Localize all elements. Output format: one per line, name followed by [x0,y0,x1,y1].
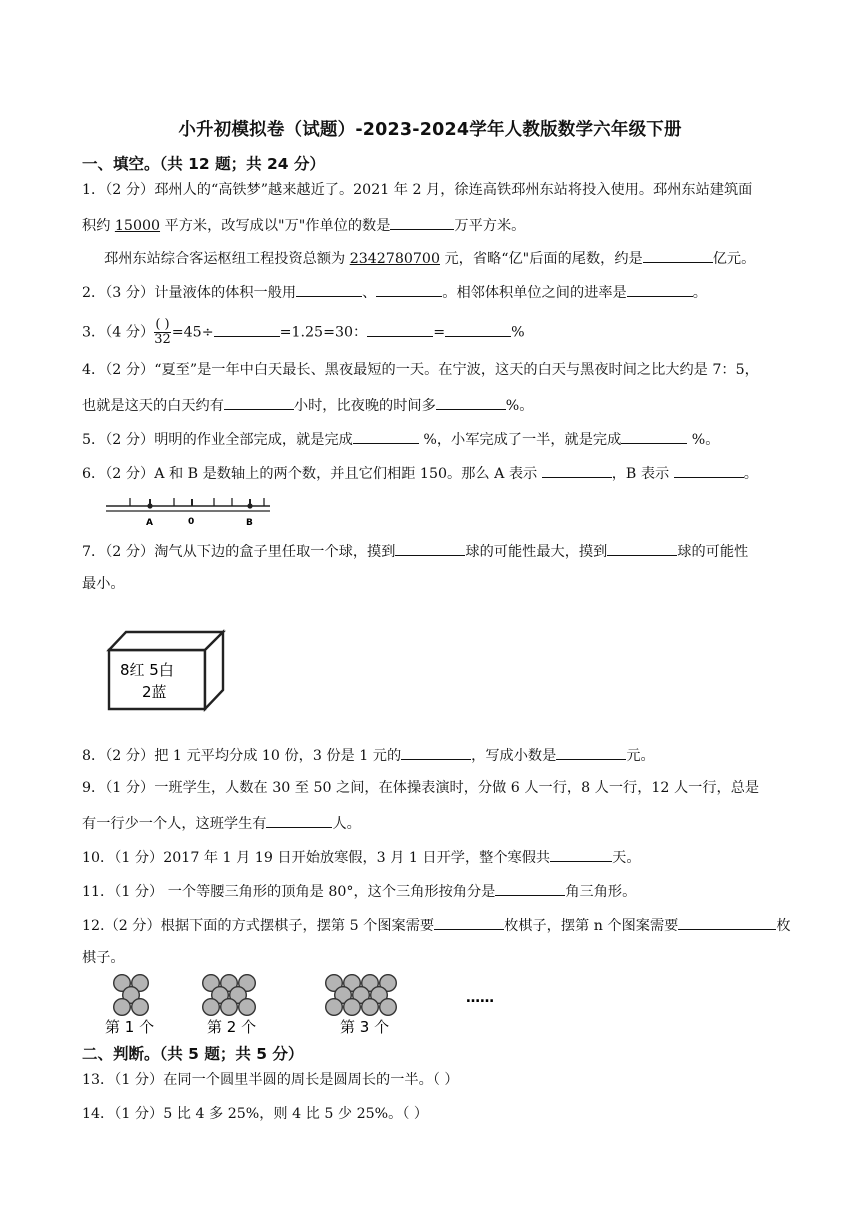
q4-text: 也就是这天的白天约有 [82,398,224,414]
q1-text: 邳州东站综合客运枢纽工程投资总额为 [104,251,350,267]
q2-text: 。 [692,285,707,301]
q2-answer-blank-2[interactable] [376,281,442,297]
q12-text: 12.（2 分）根据下面的方式摆棋子，摆第 5 个图案需要 [82,918,435,934]
q7-text: 球的可能性 [677,544,749,560]
q13-line: 13．（1 分）在同一个圆里半圆的周长是圆周长的一半。（ ） [82,1072,459,1088]
pattern-2 [203,975,256,1016]
q8-answer-blank-2[interactable] [556,744,626,760]
q3-text: =1.25=30： [279,324,368,341]
q7-ball-box [106,628,230,714]
q7-text: 球的可能性最大，摸到 [465,544,608,560]
pattern-3-caption: 第 3 个 [340,1018,390,1036]
q1-answer-blank-2[interactable] [643,247,713,263]
q12-text: 枚棋子，摆第 n 个图案需要 [504,918,679,934]
q1-area-number: 15000 [114,218,161,234]
q9-line-1: 9．（1 分）一班学生，人数在 30 至 50 之间，在体操表演时，分做 6 人一行，8 人一行，12 人一行，总是 [82,780,760,796]
box-top-face [109,632,223,650]
q3-answer-blank-3[interactable] [445,321,511,337]
q3-fraction [154,318,171,347]
q1-text: 亿元。 [712,251,756,267]
q12-answer-blank-2[interactable] [678,914,776,930]
q8-text: 8．（2 分）把 1 元平均分成 10 份，3 份是 1 元的 [82,748,402,764]
pattern-1 [114,975,149,1016]
q6-text: 6．（2 分）A 和 B 是数轴上的两个数，并且它们相距 150。那么 A 表示 [82,466,542,482]
q11-text: 角三角形。 [565,884,637,900]
q1-answer-blank-1[interactable] [390,214,454,230]
q9-line-2 [82,812,361,834]
q11-answer-blank[interactable] [495,880,565,896]
q11-line [82,880,636,902]
q4-line-2 [82,394,533,416]
q8-text: 元。 [626,748,655,764]
q3-text: =45÷ [171,324,214,341]
q5-text: %，小军完成了一半，就是完成 [418,432,622,448]
q7-answer-blank-1[interactable] [395,540,465,556]
q1-line-1: 1．（2 分）邳州人的“高铁梦”越来越近了。2021 年 2 月，徐连高铁邳州东站将投入使用。邳州东站建筑面 [82,182,753,198]
q11-text: 11．（1 分） 一个等腰三角形的顶角是 80°，这个三角形按角分是 [82,884,496,900]
point-a-dot [147,503,152,508]
q2-text: 。相邻体积单位之间的进率是 [442,285,627,301]
pattern-ellipsis: …… [466,990,494,1006]
section-1-heading: 一、填空。（共 12 题；共 24 分） [82,155,325,173]
box-label-line-2: 2蓝 [142,683,167,701]
q6-line [82,462,758,484]
q12-text: 枚 [776,918,791,934]
q5-answer-blank-2[interactable] [621,428,687,444]
q1-text: 元，省略“亿"后面的尾数，约是 [439,251,643,267]
q12-line-2: 棋子。 [82,950,125,966]
q3-fraction-denominator: 32 [154,332,171,347]
q8-answer-blank-1[interactable] [401,744,471,760]
q3-fraction-numerator[interactable]: ( ) [155,317,170,332]
section-2-heading: 二、判断。（共 5 题；共 5 分） [82,1045,304,1063]
q5-text: 5．（2 分）明明的作业全部完成，就是完成 [82,432,353,448]
q4-text: %。 [505,398,534,414]
q7-line-2: 最小。 [82,576,125,592]
q2-answer-blank-3[interactable] [627,281,693,297]
q4-answer-blank-2[interactable] [436,394,506,410]
q2-text: 2．（3 分）计量液体的体积一般用 [82,285,297,301]
q4-answer-blank-1[interactable] [224,394,294,410]
q1-line-2 [82,214,525,236]
q1-line-3 [104,247,755,269]
q3-answer-blank-1[interactable] [214,321,280,337]
q2-answer-blank-1[interactable] [296,281,362,297]
q4-line-1: 4．（2 分）“夏至”是一年中白天最长、黑夜最短的一天。在宁波，这天的白天与黑夜时间之比大约是 7：5， [82,362,759,378]
point-a-label: A [146,518,153,528]
q3-answer-blank-2[interactable] [367,321,433,337]
q9-answer-blank[interactable] [266,812,332,828]
q12-line-1 [82,914,791,936]
page-title: 小升初模拟卷（试题）-2023-2024学年人教版数学六年级下册 [178,120,682,140]
q6-text: 。 [743,466,758,482]
q2-text: 、 [362,285,377,301]
q6-text: ，B 表示 [611,466,674,482]
q7-text: 7．（2 分）淘气从下边的盒子里任取一个球，摸到 [82,544,396,560]
q5-text: %。 [687,432,720,448]
q6-answer-blank-2[interactable] [674,462,744,478]
q10-text: 10．（1 分）2017 年 1 月 19 日开始放寒假，3 月 1 日开学，整个寒假共 [82,850,551,866]
q3-text: = [433,324,446,341]
pattern-1-caption: 第 1 个 [105,1018,155,1036]
q12-answer-blank-1[interactable] [434,914,504,930]
q9-text: 有一行少一个人，这班学生有 [82,816,267,832]
q4-text: 小时，比夜晚的时间多 [293,398,436,414]
q3-text: 3．（4 分） [82,324,155,341]
point-b-dot [247,503,252,508]
box-label-line-1: 8红 5白 [120,661,174,679]
q1-text: 万平方米。 [454,218,526,234]
q10-text: 天。 [612,850,641,866]
pattern-3 [326,975,397,1016]
q3-line [82,318,525,347]
q3-text: % [511,324,525,341]
q5-answer-blank-1[interactable] [353,428,419,444]
q7-line-1 [82,540,748,562]
pattern-2-caption: 第 2 个 [207,1018,257,1036]
origin-label: 0 [188,517,195,527]
q2-line [82,281,707,303]
q1-investment-number: 2342780700 [349,251,440,267]
q8-line [82,744,655,766]
q7-answer-blank-2[interactable] [607,540,677,556]
q1-text: 平方米，改写成以"万"作单位的数是 [160,218,391,234]
q10-answer-blank[interactable] [550,846,612,862]
q6-answer-blank-1[interactable] [542,462,612,478]
q14-line: 14．（1 分）5 比 4 多 25%，则 4 比 5 少 25%。（ ） [82,1106,429,1122]
q8-text: ，写成小数是 [471,748,557,764]
q5-line [82,428,719,450]
point-b-label: B [246,518,253,528]
q1-text: 积约 [82,218,115,234]
q6-number-line [104,494,274,530]
q9-text: 人。 [332,816,361,832]
q12-chess-pattern-figure [100,970,520,1040]
q10-line [82,846,641,868]
